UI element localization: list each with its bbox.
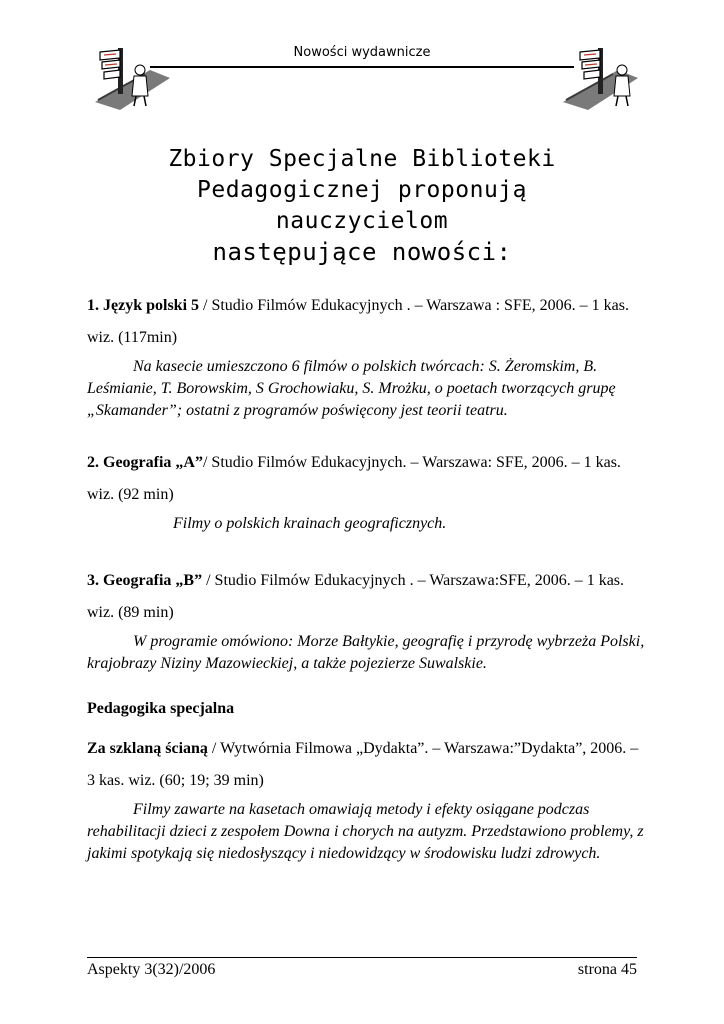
entry-publication: / Studio Filmów Edukacyjnych . – Warszawa:SFE, 2006. – 1 kas. wiz. (89 min) [87,572,625,621]
running-header: Nowości wydawnicze [293,45,431,60]
heading-line: Pedagogicznej proponują [197,177,527,203]
heading-line: nauczycielom [275,208,449,234]
entry-citation [87,290,647,354]
entry-title: Za szklaną ścianą [87,740,208,757]
entry-title: 2. Geografia „A” [87,454,203,471]
entry-citation [87,733,647,797]
entry-publication: / Studio Filmów Edukacyjnych. – Warszawa: SFE, 2006. – 1 kas. wiz. (92 min) [87,454,621,503]
entry-publication: / Studio Filmów Edukacyjnych . – Warszawa : SFE, 2006. – 1 kas. wiz. (117min) [87,297,629,346]
catalog-entry [87,565,647,675]
heading-line: Zbiory Specjalne Biblioteki [168,146,556,172]
entry-description: Na kasecie umieszczono 6 filmów o polskich twórcach: S. Żeromskim, B. Leśmianie, T. Borowskim, S Grochowiaku, S. Mrożku, o poetach tworzących grupę „Skamander”; ostatni z programów poświęcony jest teorii teatru. [87,358,616,419]
section-title: Pedagogika specjalna [87,700,235,717]
footer-issue: Aspekty 3(32)/2006 [87,961,216,978]
header-rule [150,66,574,68]
page-number: strona 45 [577,961,637,978]
entry-publication: / Wytwórnia Filmowa „Dydakta”. – Warszawa:”Dydakta”, 2006. – 3 kas. wiz. (60; 19; 39 min) [87,740,639,789]
entry-citation [87,565,647,629]
entry-description: Filmy zawarte na kasetach omawiają metody i efekty osiągane podczas rehabilitacji dzieci z zespołem Downa i chorych na autyzm. Przedstawiono problemy, z jakimi spotykają się niedosłyszący i niedowidzący w środowisku ludzi zdrowych. [87,801,644,862]
entry-citation [87,447,647,511]
signpost-figure-icon [558,40,648,110]
heading-line: następujące nowości: [212,238,512,266]
catalog-entry [87,733,647,865]
entry-description: W programie omówiono: Morze Bałtykie, geografię i przyrodę wybrzeża Polski, krajobrazy Niziny Mazowieckiej, a także pojezierze Suwalskie. [87,633,645,672]
catalog-entry [87,290,647,422]
catalog-entry [87,447,647,535]
entry-title: 3. Geografia „B” [87,572,203,589]
footer-rule [87,957,637,958]
entry-description: Filmy o polskich krainach geograficznych. [173,515,447,532]
entry-title: 1. Język polski 5 [87,297,200,314]
page-heading [60,144,664,268]
